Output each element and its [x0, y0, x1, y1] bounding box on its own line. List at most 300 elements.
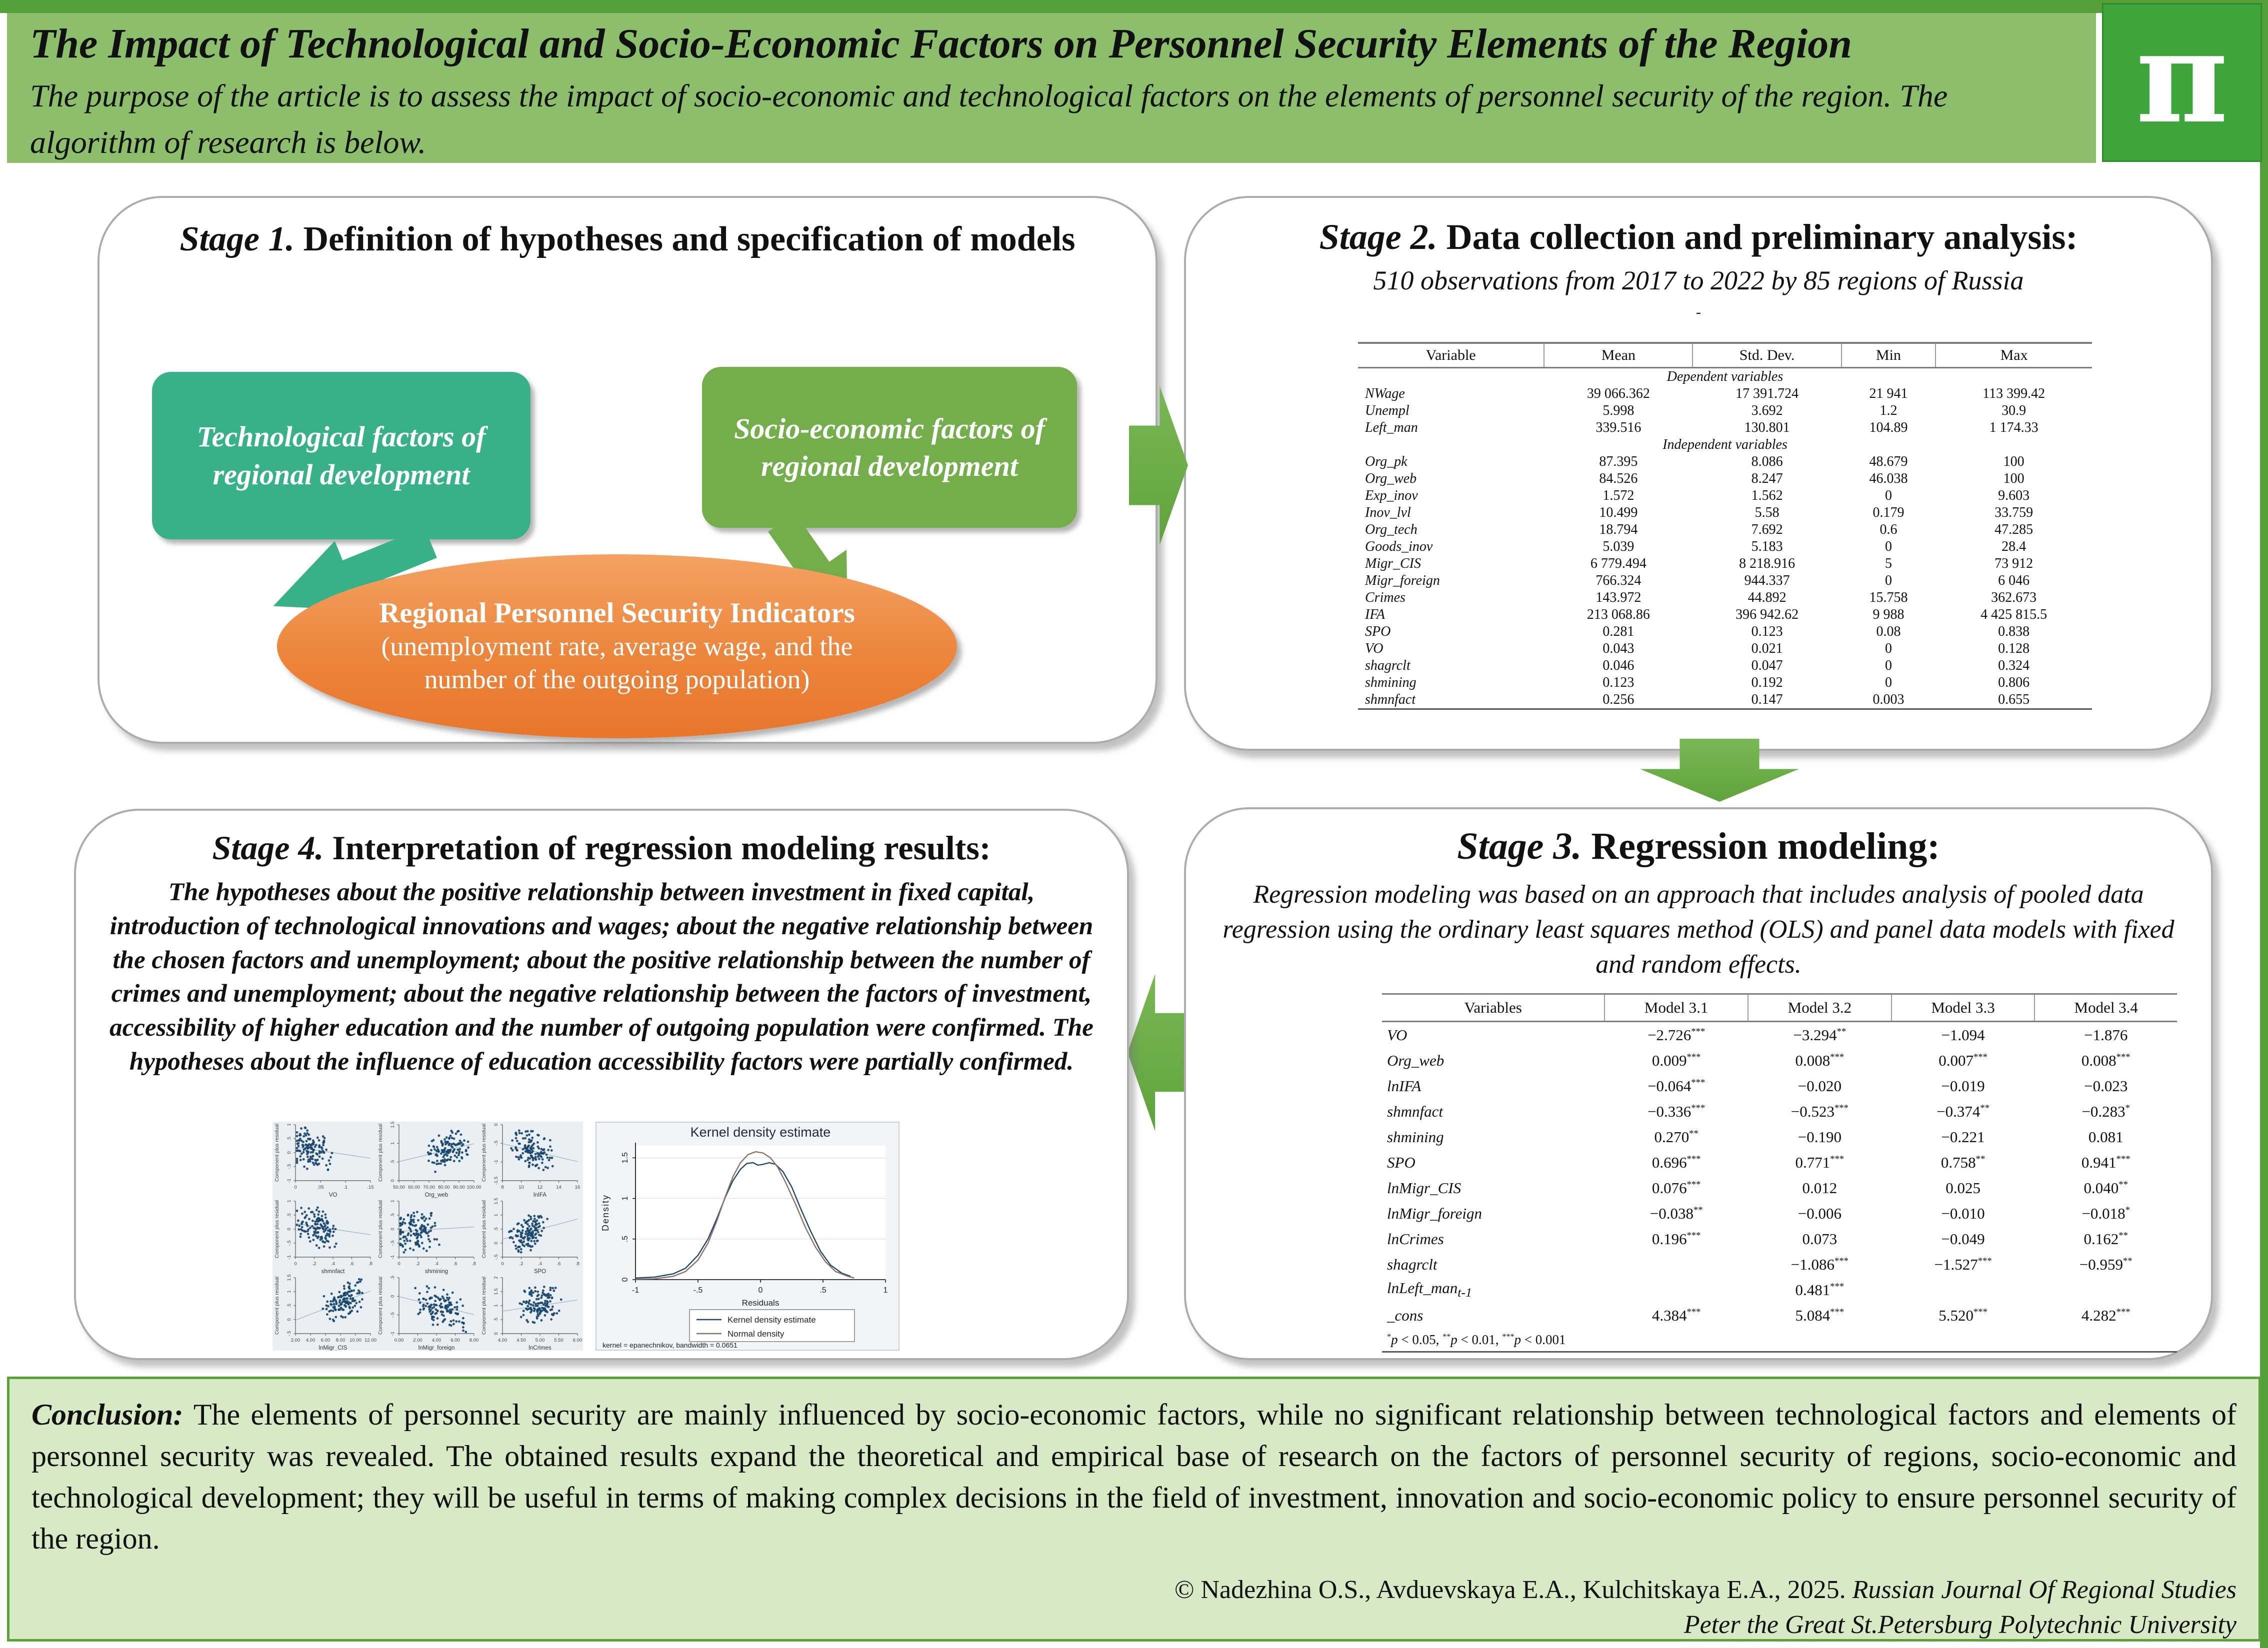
value-cell: 944.337	[1744, 573, 1790, 588]
coefficient-cell: 0.009***	[1652, 1051, 1701, 1069]
stage2-subtitle: 510 observations from 2017 to 2022 by 85 regions of Russia	[1373, 265, 2024, 295]
value-cell: 9 988	[1872, 607, 1904, 622]
coefficient-cell: 4.384***	[1652, 1306, 1701, 1324]
svg-text:.5: .5	[494, 1318, 499, 1322]
value-cell: 44.892	[1748, 590, 1786, 605]
svg-text:.5: .5	[286, 1304, 292, 1308]
table-row	[1382, 1226, 2177, 1252]
svg-text:0: 0	[294, 1261, 297, 1267]
value-cell: 0	[1884, 573, 1892, 588]
coefficient-cell: 0.008***	[2081, 1051, 2130, 1069]
value-cell: 339.516	[1596, 420, 1642, 435]
kernel-density-figure	[596, 1122, 900, 1351]
coefficient-cell: −2.726***	[1648, 1026, 1706, 1044]
coefficient-cell: 0.081	[2088, 1128, 2124, 1146]
variable-cell: Org_web	[1387, 1051, 1444, 1069]
stage4-paragraph: The hypotheses about the positive relationship between investment in fixed capital, introduction of technological innovations and wages; about the negative relationship between the chosen factors and unemployment; about the positive relationship between the number of crimes and unemployment; about the negative relationship between the factors of investment, accessibility of higher education and the number of outgoing population were confirmed. The hypotheses about the influence of education accessibility factors were partially confirmed.	[110, 878, 1094, 1076]
table-row	[1382, 1124, 2177, 1150]
coefficient-cell: 0.758**	[1940, 1153, 1986, 1171]
coefficient-cell: 0.012	[1802, 1179, 1838, 1197]
table-row	[1382, 1048, 2177, 1073]
value-cell: 143.972	[1596, 590, 1642, 605]
svg-text:4.50: 4.50	[516, 1338, 526, 1343]
svg-text:.5: .5	[286, 1137, 292, 1141]
value-cell: 8 218.916	[1739, 556, 1796, 571]
value-cell: 30.9	[2002, 403, 2026, 418]
svg-text:-.5: -.5	[286, 1240, 292, 1246]
stage3-subtitle: Regression modeling was based on an approach that includes analysis of pooled data regression using the ordinary least squares method (OLS) and panel data models with fixed and random effects.	[1222, 880, 2174, 979]
value-cell: 0.08	[1876, 624, 1901, 639]
svg-text:.5: .5	[286, 1213, 292, 1217]
table-row	[1382, 1150, 2177, 1175]
value-cell: 0.192	[1751, 675, 1783, 690]
svg-text:Density: Density	[600, 1194, 610, 1232]
svg-text:2.00: 2.00	[290, 1338, 300, 1343]
page-right-border	[2260, 0, 2268, 1648]
value-cell: 3.692	[1751, 403, 1783, 418]
variable-cell: Org_web	[1365, 471, 1417, 486]
svg-text:80.00: 80.00	[438, 1185, 450, 1190]
descriptive-statistics-table	[1358, 342, 2092, 710]
variable-cell: shmining	[1387, 1128, 1444, 1146]
svg-text:0: 0	[494, 1123, 499, 1126]
svg-text:Component plus residual: Component plus residual	[378, 1123, 384, 1182]
svg-text:Component plus residual: Component plus residual	[378, 1200, 384, 1259]
svg-text:.2: .2	[416, 1261, 420, 1267]
value-cell: 0.123	[1602, 675, 1634, 690]
table-row	[1382, 1277, 2177, 1303]
value-cell: 7.692	[1751, 522, 1783, 537]
svg-text:Component plus residual: Component plus residual	[481, 1123, 487, 1182]
value-cell: 0.179	[1872, 505, 1904, 520]
table-footnote-row	[1382, 1328, 2177, 1352]
value-cell: 362.673	[1991, 590, 2037, 605]
svg-text:SPO: SPO	[534, 1269, 546, 1275]
conclusion-text: Conclusion: The elements of personnel security are mainly influenced by socio-economic factors, while no significant relationship between technological factors and elements of personnel security was revealed. The obtained results expand the theoretical and empirical base of research on the factors of personnel security of regions, socio-economic and technological development; they will be useful in terms of making complex decisions in the field of investment, innovation and socio-economic policy to ensure personnel security of the region.	[32, 1398, 2236, 1556]
coefficient-cell: 5.520***	[1938, 1306, 1988, 1324]
svg-text:-.5: -.5	[693, 1286, 703, 1295]
svg-text:1: 1	[621, 1196, 630, 1201]
coefficient-cell: −0.523***	[1790, 1102, 1848, 1120]
table-row	[1382, 1303, 2177, 1328]
value-cell: 0	[1884, 658, 1892, 673]
stage1-title: Stage 1. Definition of hypotheses and specification of models	[180, 220, 1076, 258]
coefficient-cell: −0.023	[2084, 1077, 2128, 1095]
table-row	[1358, 538, 2092, 555]
table-row	[1358, 623, 2092, 640]
svg-text:.8: .8	[368, 1261, 372, 1267]
coefficient-cell	[1604, 1277, 1748, 1303]
svg-text:1: 1	[286, 1200, 292, 1203]
svg-text:.2: .2	[519, 1261, 524, 1267]
svg-text:5.50: 5.50	[554, 1338, 564, 1343]
value-cell: 0.281	[1602, 624, 1634, 639]
svg-text:-1: -1	[286, 1178, 292, 1183]
value-cell: 5	[1884, 556, 1892, 571]
cpr-scatter-matrix-figure	[272, 1122, 583, 1351]
value-cell: 5.998	[1602, 403, 1634, 418]
table-row	[1358, 487, 2092, 504]
svg-text:lnCrimes: lnCrimes	[528, 1345, 552, 1351]
value-cell: 0.256	[1602, 692, 1634, 707]
svg-text:.6: .6	[453, 1261, 458, 1267]
column-header: Model 3.3	[1892, 994, 2035, 1022]
svg-text:-.5: -.5	[286, 1164, 292, 1170]
svg-text:1: 1	[494, 1214, 499, 1217]
svg-text:-.5: -.5	[286, 1331, 292, 1337]
svg-text:8.00: 8.00	[469, 1338, 479, 1343]
svg-text:0: 0	[494, 1242, 499, 1245]
svg-text:-1.5: -1.5	[494, 1176, 499, 1185]
university-pi-logo	[2102, 3, 2262, 162]
value-cell: 1.572	[1602, 488, 1634, 503]
value-cell: 0	[1884, 675, 1892, 690]
coefficient-cell	[1604, 1252, 1748, 1277]
variable-cell: shmining	[1365, 675, 1416, 690]
svg-text:Normal density: Normal density	[728, 1329, 784, 1339]
table-row	[1382, 1022, 2177, 1048]
svg-text:0: 0	[286, 1228, 292, 1231]
socio-economic-factors-box: Socio-economic factors of regional development	[702, 367, 1077, 528]
table-section-row	[1358, 368, 2092, 386]
coefficient-cell: −0.190	[1798, 1128, 1842, 1146]
table-row	[1358, 402, 2092, 419]
variable-cell: IFA	[1365, 607, 1385, 622]
svg-text:1.5: 1.5	[390, 1122, 396, 1128]
svg-text:-1: -1	[286, 1255, 292, 1260]
svg-text:2.00: 2.00	[413, 1338, 422, 1343]
value-cell: 15.758	[1869, 590, 1908, 605]
value-cell: 0.021	[1751, 641, 1783, 656]
svg-text:0: 0	[758, 1286, 763, 1295]
value-cell: 8.247	[1751, 471, 1783, 486]
svg-text:lnIFA: lnIFA	[533, 1192, 547, 1198]
table-row	[1358, 640, 2092, 657]
svg-text:6.00: 6.00	[572, 1338, 582, 1343]
value-cell: 39 066.362	[1586, 386, 1650, 401]
coefficient-cell: −0.038**	[1650, 1204, 1703, 1222]
column-header: Min	[1842, 343, 1936, 368]
stage4-panel	[74, 809, 1129, 1360]
table-row	[1358, 606, 2092, 623]
value-cell: 0.128	[1998, 641, 2030, 656]
value-cell: 8.086	[1751, 454, 1783, 469]
coefficient-cell: 0.270**	[1654, 1128, 1698, 1146]
value-cell: 18.794	[1599, 522, 1638, 537]
coefficient-cell: −1.527***	[1934, 1255, 1992, 1273]
svg-text:8: 8	[501, 1185, 504, 1190]
value-cell: 46.038	[1869, 471, 1908, 486]
svg-text:1: 1	[390, 1142, 396, 1145]
stage2-title: Stage 2. Data collection and preliminary analysis:	[1319, 217, 2078, 257]
value-cell: 104.89	[1869, 420, 1908, 435]
svg-text:0: 0	[390, 1179, 396, 1182]
value-cell: 100	[2003, 471, 2024, 486]
svg-text:60.00: 60.00	[408, 1185, 420, 1190]
table-row	[1358, 521, 2092, 538]
svg-text:lnMigr_foreign: lnMigr_foreign	[418, 1345, 455, 1351]
coefficient-cell	[1892, 1277, 2035, 1303]
value-cell: 6 779.494	[1590, 556, 1646, 571]
table-row	[1382, 1099, 2177, 1124]
coefficient-cell: 0.162**	[2084, 1230, 2128, 1248]
value-cell: 10.499	[1599, 505, 1638, 520]
value-cell: 1 174.33	[1989, 420, 2038, 435]
svg-text:12.00: 12.00	[364, 1338, 376, 1343]
svg-text:16: 16	[574, 1185, 580, 1190]
svg-text:.5: .5	[820, 1286, 826, 1295]
table-row	[1358, 385, 2092, 402]
coefficient-cell: 0.025	[1946, 1179, 1980, 1197]
value-cell: 113 399.42	[1982, 386, 2046, 401]
coefficient-cell: 5.084***	[1795, 1306, 1844, 1324]
svg-text:0: 0	[398, 1261, 400, 1267]
svg-text:2: 2	[494, 1276, 499, 1279]
svg-text:0: 0	[621, 1277, 630, 1282]
variable-cell: NWage	[1365, 386, 1405, 401]
coefficient-cell: −0.049	[1941, 1230, 1985, 1248]
table-row	[1358, 453, 2092, 470]
table-row	[1382, 1252, 2177, 1277]
value-cell: 0.147	[1751, 692, 1783, 707]
column-header: Model 3.4	[2034, 994, 2177, 1022]
svg-text:0: 0	[286, 1151, 292, 1154]
value-cell: 0.003	[1872, 692, 1904, 707]
svg-text:-.5: -.5	[494, 1254, 499, 1260]
coefficient-cell: 0.040**	[2084, 1179, 2128, 1197]
value-cell: 48.679	[1869, 454, 1908, 469]
svg-text:.8: .8	[472, 1261, 476, 1267]
svg-text:1.5: 1.5	[286, 1274, 292, 1281]
ellipse-subtitle: (unemployment rate, average wage, and the number of the outgoing population)	[381, 631, 853, 695]
variable-cell: Unempl	[1365, 403, 1410, 418]
conclusion-band	[7, 1377, 2261, 1642]
coefficient-cell: 0.941***	[2081, 1153, 2130, 1171]
value-cell: 28.4	[2002, 539, 2026, 554]
table-row	[1358, 572, 2092, 589]
svg-text:8.00: 8.00	[336, 1338, 346, 1343]
variable-cell: shagrclt	[1387, 1255, 1438, 1273]
svg-text:0: 0	[390, 1295, 396, 1298]
column-header: Variable	[1426, 347, 1476, 363]
table-row	[1382, 1201, 2177, 1226]
value-cell: 0.046	[1602, 658, 1634, 673]
coefficient-cell: −0.283*	[2082, 1102, 2130, 1120]
svg-text:0: 0	[501, 1261, 504, 1267]
svg-text:-1: -1	[390, 1255, 396, 1260]
value-cell: 0	[1884, 641, 1892, 656]
value-cell: 21 941	[1869, 386, 1908, 401]
variable-cell: lnIFA	[1387, 1077, 1422, 1095]
column-header: Model 3.1	[1604, 994, 1748, 1022]
coefficient-cell: −0.020	[1798, 1077, 1842, 1095]
column-header: Mean	[1544, 343, 1692, 368]
coefficient-cell: −0.374**	[1936, 1102, 1990, 1120]
credit-line-1: © Nadezhina O.S., Avduevskaya E.A., Kulchitskaya E.A., 2025. Russian Journal Of Regional Studies	[1174, 1576, 2236, 1605]
pi-icon: π	[2136, 3, 2228, 151]
svg-text:.5: .5	[390, 1160, 396, 1164]
table-header-row	[1358, 343, 2092, 368]
svg-text:lnMigr_CIS: lnMigr_CIS	[318, 1345, 348, 1351]
value-cell: 0.655	[1998, 692, 2030, 707]
svg-text:6.00: 6.00	[450, 1338, 460, 1343]
svg-text:.4: .4	[434, 1261, 438, 1267]
value-cell: 1.562	[1751, 488, 1783, 503]
svg-text:.5: .5	[390, 1213, 396, 1217]
coefficient-cell: −1.086***	[1790, 1255, 1848, 1273]
coefficient-cell: −1.094	[1941, 1026, 1985, 1044]
table-row	[1382, 1073, 2177, 1099]
svg-text:90.00: 90.00	[453, 1185, 465, 1190]
svg-text:-.5: -.5	[390, 1312, 396, 1318]
kernel-density-chart	[596, 1122, 900, 1351]
svg-text:.2: .2	[312, 1261, 316, 1267]
svg-text:14: 14	[556, 1185, 562, 1190]
variable-cell: shagrclt	[1365, 658, 1410, 673]
svg-text:0.00: 0.00	[394, 1338, 404, 1343]
svg-text:12: 12	[537, 1185, 543, 1190]
svg-text:Residuals: Residuals	[742, 1298, 780, 1308]
variable-cell: _cons	[1387, 1306, 1424, 1324]
stage2-panel	[1184, 196, 2213, 751]
svg-text:5.00: 5.00	[535, 1338, 545, 1343]
coefficient-cell	[2034, 1277, 2177, 1303]
page-top-border	[0, 0, 2268, 13]
svg-text:.8: .8	[576, 1261, 580, 1267]
coefficient-cell: −0.064***	[1648, 1077, 1706, 1095]
value-cell: 0.047	[1751, 658, 1783, 673]
value-cell: 0.6	[1880, 522, 1898, 537]
svg-text:Component plus residual: Component plus residual	[481, 1276, 487, 1335]
variable-cell: lnCrimes	[1387, 1230, 1444, 1248]
variable-cell: Inov_lvl	[1365, 505, 1411, 520]
variable-cell: Left_man	[1365, 420, 1418, 435]
coefficient-cell: −3.294**	[1793, 1026, 1846, 1044]
table-row	[1358, 419, 2092, 436]
technological-factors-box: Technological factors of regional development	[152, 372, 530, 539]
value-cell: 4 425 815.5	[1980, 607, 2048, 622]
svg-text:shmining: shmining	[424, 1269, 448, 1275]
value-cell: 33.759	[1994, 505, 2034, 520]
svg-text:0: 0	[494, 1332, 499, 1335]
svg-text:4.00: 4.00	[498, 1338, 508, 1343]
table-row	[1358, 470, 2092, 487]
svg-text:.5: .5	[621, 1236, 630, 1243]
value-cell: 0.838	[1998, 624, 2030, 639]
svg-text:.15: .15	[367, 1185, 374, 1190]
value-cell: 100	[2003, 454, 2024, 469]
header-band	[7, 13, 2096, 163]
svg-text:Component plus residual: Component plus residual	[378, 1276, 384, 1335]
variable-cell: VO	[1387, 1026, 1408, 1044]
value-cell: 396 942.62	[1736, 607, 1799, 622]
column-header: Max	[1936, 343, 2092, 368]
svg-text:-1: -1	[494, 1160, 499, 1164]
svg-text:-1: -1	[390, 1331, 396, 1336]
value-cell: 73 912	[1994, 556, 2034, 571]
svg-text:Component plus residual: Component plus residual	[481, 1200, 487, 1259]
column-header: Std. Dev.	[1692, 343, 1841, 368]
coefficient-cell: 0.008***	[1795, 1051, 1844, 1069]
svg-text:1: 1	[494, 1304, 499, 1307]
value-cell: 0	[1884, 539, 1892, 554]
value-cell: 213 068.86	[1586, 607, 1650, 622]
page-subtitle: The purpose of the article is to assess the impact of socio-economic and technological factors on the elements of personnel security of the region. The algorithm of research is below.	[30, 78, 1948, 160]
flow-arrow-stage3-to-stage4	[1128, 974, 1185, 1131]
coefficient-cell: −0.019	[1941, 1077, 1985, 1095]
coefficient-cell: −0.336***	[1648, 1102, 1706, 1120]
credits	[10, 1573, 2236, 1643]
variable-cell: shmnfact	[1387, 1102, 1443, 1120]
svg-text:0: 0	[286, 1318, 292, 1321]
regression-results-table	[1382, 993, 2177, 1353]
coefficient-cell: 0.196***	[1652, 1230, 1701, 1248]
variable-cell: Org_pk	[1365, 454, 1408, 469]
value-cell: 17 391.724	[1736, 386, 1799, 401]
svg-text:-1: -1	[632, 1286, 640, 1295]
value-cell: 5.58	[1754, 505, 1780, 520]
variable-cell: lnLeft_man$_{t-1}$	[1387, 1279, 1472, 1300]
svg-text:.4: .4	[538, 1261, 542, 1267]
svg-text:.1: .1	[344, 1185, 348, 1190]
svg-text:1.5: 1.5	[494, 1198, 499, 1205]
svg-text:1.5: 1.5	[621, 1152, 630, 1164]
section-label: Dependent variables	[1666, 369, 1784, 384]
variable-cell: lnMigr_foreign	[1387, 1204, 1482, 1222]
value-cell: 1.2	[1880, 403, 1898, 418]
svg-text:0: 0	[390, 1228, 396, 1231]
variable-cell: Org_tech	[1365, 522, 1418, 537]
svg-text:shmnfact: shmnfact	[321, 1269, 345, 1275]
coefficient-cell: −0.010	[1941, 1204, 1985, 1222]
coefficient-cell: 0.481***	[1795, 1281, 1844, 1299]
coefficient-cell: 0.696***	[1652, 1153, 1701, 1171]
ellipse-title: Regional Personnel Security Indicators	[379, 597, 855, 629]
svg-text:.5: .5	[494, 1227, 499, 1231]
value-cell: 5.039	[1602, 539, 1634, 554]
coefficient-cell: 0.771***	[1795, 1153, 1844, 1171]
value-cell: 0.806	[1998, 675, 2030, 690]
value-cell: 87.395	[1599, 454, 1638, 469]
svg-text:1: 1	[286, 1123, 292, 1126]
svg-text:4.00: 4.00	[432, 1338, 442, 1343]
svg-text:70.00: 70.00	[423, 1185, 435, 1190]
value-cell: 47.285	[1994, 522, 2034, 537]
coefficient-cell: 0.076***	[1652, 1179, 1701, 1197]
stage3-panel	[1184, 807, 2213, 1360]
svg-text:4.00: 4.00	[306, 1338, 316, 1343]
svg-text:Component plus residual: Component plus residual	[274, 1200, 280, 1259]
variable-cell: Migr_CIS	[1365, 556, 1421, 571]
svg-text:.5: .5	[390, 1276, 396, 1280]
svg-text:.05: .05	[317, 1185, 324, 1190]
svg-text:10: 10	[518, 1185, 524, 1190]
variable-cell: Crimes	[1365, 590, 1406, 605]
svg-text:.6: .6	[556, 1261, 561, 1267]
cpr-scatter-matrix	[272, 1122, 583, 1351]
svg-text:.4: .4	[331, 1261, 335, 1267]
value-cell: 0.123	[1751, 624, 1783, 639]
value-cell: 6 046	[1998, 573, 2030, 588]
table-row	[1358, 589, 2092, 606]
value-cell: 0	[1884, 488, 1892, 503]
variable-cell: Goods_inov	[1365, 539, 1433, 554]
svg-text:kernel = epanechnikov, bandwid: kernel = epanechnikov, bandwidth = 0.0651	[602, 1341, 738, 1349]
stage3-title: Stage 3. Regression modeling:	[1457, 825, 1940, 867]
svg-text:1.5: 1.5	[494, 1288, 499, 1295]
svg-text:Component plus residual: Component plus residual	[274, 1276, 280, 1335]
coefficient-cell: −0.221	[1941, 1128, 1985, 1146]
